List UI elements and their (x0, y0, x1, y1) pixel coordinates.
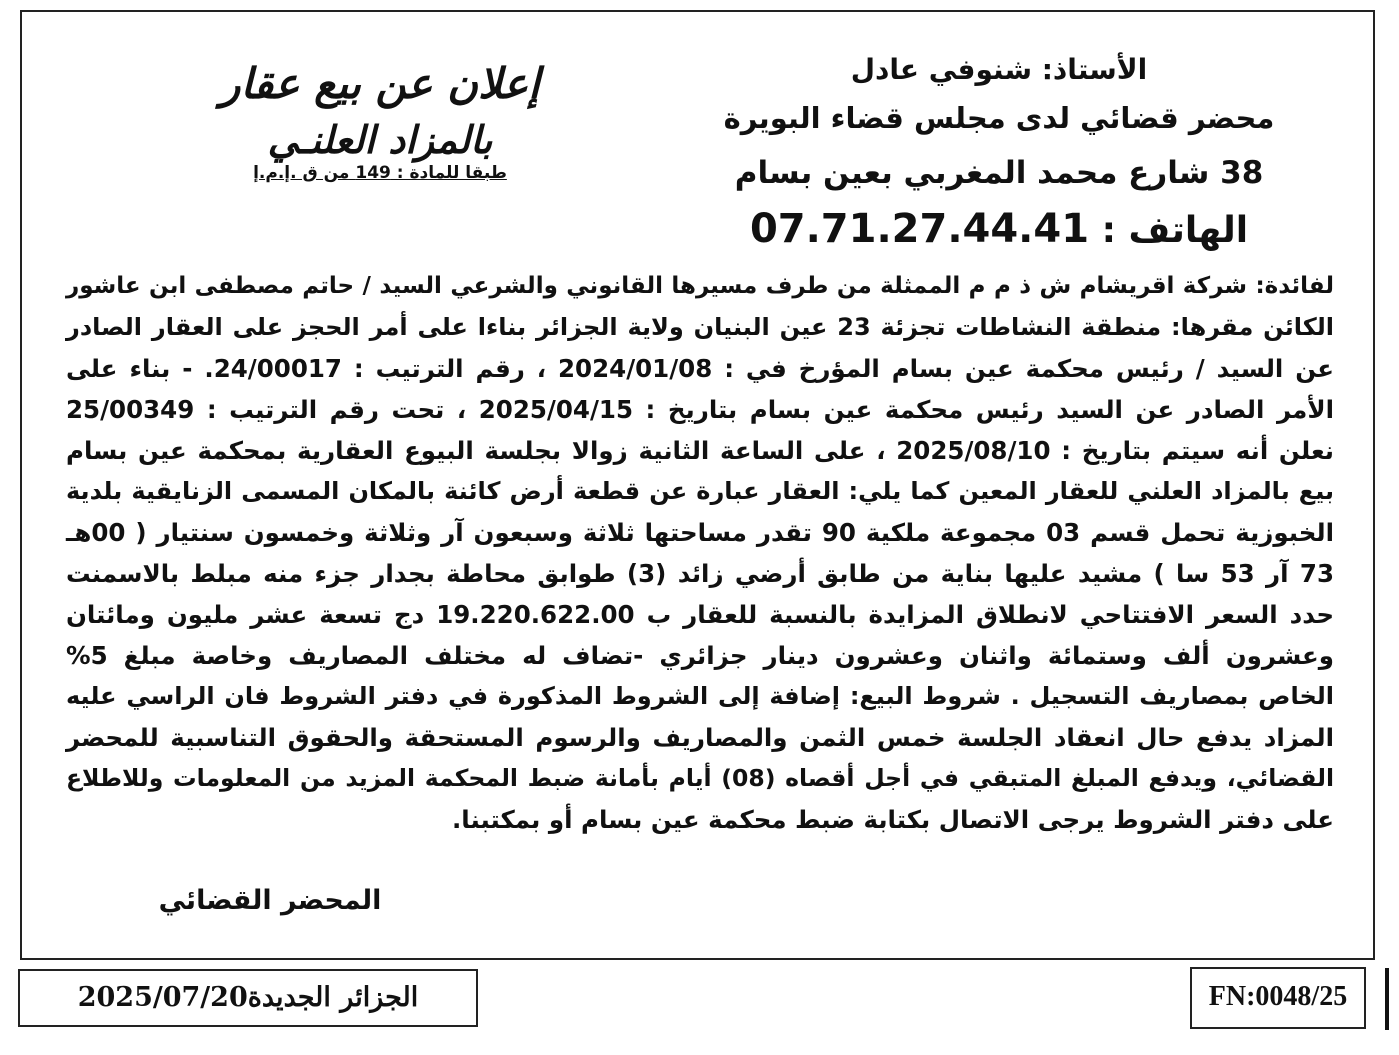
phone-number: 07.71.27.44.41 (749, 206, 1090, 252)
body-line: الخبوزية تحمل قسم 03 مجموعة ملكية 90 تقدر مساحتها ثلاثة وسبعون آر وثلاثة وخمسون سنتيار ( 00هـ (66, 518, 1335, 547)
body-line: وعشرون ألف وستمائة واثنان وعشرون دينار جزائري -تضاف له مختلف المصاريف وخاصة مبلغ 5% (66, 641, 1334, 670)
title-line-2: بالمزاد العلنـي (267, 117, 493, 162)
body-line: الكائن مقرها: منطقة النشاطات تجزئة 23 عين البنيان ولاية الجزائر بناءا على أمر الحجز على العقار الصادر (66, 313, 1334, 341)
body-line: 73 آر 53 سا ) مشيد عليها بناية من طابق أرضي زائد (3) طوابق محاطة بجدار جزء منه مبلط بالاسمنت (66, 559, 1334, 588)
bailiff-name: الأستاذ: شنوفي عادل (850, 53, 1148, 86)
bailiff-phone (689, 202, 1309, 258)
body-line: لفائدة: شركة اقريشام ش ذ م م الممثلة من طرف مسيرها القانوني والشرعي السيد / حاتم مصطفى ابن عاشور (66, 273, 1334, 299)
bailiff-role: محضر قضائي لدى مجلس قضاء البويرة (723, 101, 1275, 135)
phone-label: الهاتف : (1101, 210, 1249, 251)
body-line: نعلن أنه سيتم بتاريخ : 2025/08/10 ، على الساعة الثانية زوالا بجلسة البيوع العقارية بمحكمة عين بسام (66, 436, 1334, 465)
file-number-box: FN:0048/25 (1190, 967, 1366, 1029)
legal-reference: طبقا للمادة : 149 من ق .إ.م.إ (253, 163, 507, 183)
edge-bar (1385, 968, 1389, 1030)
body-line: بيع بالمزاد العلني للعقار المعين كما يلي: العقار عبارة عن قطعة أرض كائنة بالمكان المسمى الزنايقية بلدية (66, 477, 1334, 505)
notice-body (66, 266, 1334, 840)
signature: المحضر القضائي (158, 885, 382, 916)
newspaper-date-box: الجزائر الجديدة2025/07/20 (18, 969, 478, 1027)
body-line: الأمر الصادر عن السيد رئيس محكمة عين بسام بتاريخ : 2025/04/15 ، تحت رقم الترتيب : 25/00349 (66, 395, 1334, 424)
title-line-1: إعلان عن بيع عقار (220, 59, 540, 108)
bailiff-address: 38 شارع محمد المغربي بعين بسام (734, 155, 1264, 191)
bailiff-header (689, 48, 1309, 258)
body-line: القضائي، ويدفع المبلغ المتبقي في أجل أقصاه (08) أيام بأمانة ضبط المحكمة المزيد من المعلومات وللاطلاع (66, 764, 1334, 792)
body-line: المزاد يدفع حال انعقاد الجلسة خمس الثمن والمصاريف والرسوم المستحقة والحقوق التناسبية للمحضر (66, 723, 1334, 752)
body-line: عن السيد / رئيس محكمة عين بسام المؤرخ في : 2024/01/08 ، رقم الترتيب : 24/00017. - بناء على (66, 354, 1334, 383)
body-line: حدد السعر الافتتاحي لانطلاق المزايدة بالنسبة للعقار ب 19.220.622.00 دج تسعة عشر مليون ومائتان (66, 600, 1335, 629)
notice-title (160, 55, 600, 183)
body-line: الخاص بمصاريف التسجيل . شروط البيع: إضافة إلى الشروط المذكورة في دفتر الشروط فان الراسي عليه (66, 682, 1334, 710)
body-line: على دفتر الشروط يرجى الاتصال بكتابة ضبط محكمة عين بسام أو بمكتبنا. (451, 805, 1334, 834)
